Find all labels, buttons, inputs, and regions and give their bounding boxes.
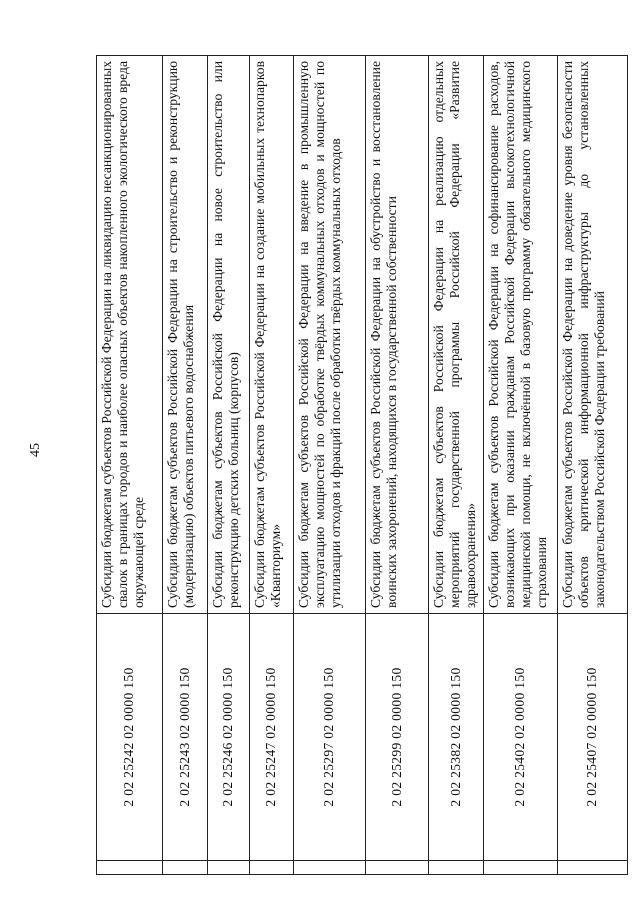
leading-cell — [97, 861, 163, 875]
budget-code: 2 02 25402 02 0000 150 — [484, 614, 558, 861]
table-rotation — [96, 55, 608, 875]
leading-cell — [558, 861, 628, 875]
table-row — [208, 56, 250, 875]
leading-cell — [429, 861, 484, 875]
subsidy-description: Субсидии бюджетам субъектов Российской Федерации на ликвидацию несанкционированных свалок в границах городов и наиболее опасных объектов накопленного экологического вреда окружающей среде — [97, 56, 163, 614]
budget-code: 2 02 25407 02 0000 150 — [558, 614, 628, 861]
budget-code: 2 02 25299 02 0000 150 — [366, 614, 429, 861]
table-row — [558, 56, 628, 875]
leading-cell — [163, 861, 208, 875]
subsidy-description: Субсидии бюджетам субъектов Российской Федерации на реализацию отдельных мероприятий государственной программы Российской Федерации «Развитие здравоохранения» — [429, 56, 484, 614]
table-row — [484, 56, 558, 875]
leading-cell — [208, 861, 250, 875]
table-row — [429, 56, 484, 875]
budget-classification-table — [96, 55, 628, 875]
budget-code: 2 02 25243 02 0000 150 — [163, 614, 208, 861]
budget-code: 2 02 25382 02 0000 150 — [429, 614, 484, 861]
table-row — [366, 56, 429, 875]
budget-code: 2 02 25242 02 0000 150 — [97, 614, 163, 861]
subsidy-description: Субсидии бюджетам субъектов Российской Федерации на софинансирование расходов, возникающих при оказании гражданам Российской Федерации высокотехнологичной медицинской помощи, не включённой в базовую программу обязательного медицинского страхования — [484, 56, 558, 614]
budget-code: 2 02 25246 02 0000 150 — [208, 614, 250, 861]
subsidy-description: Субсидии бюджетам субъектов Российской Федерации на обустройство и восстановление воинских захоронений, находящихся в государственной собственности — [366, 56, 429, 614]
subsidy-description: Субсидии бюджетам субъектов Российской Федерации на доведение уровня безопасности объектов критической информационной инфраструктуры до установленных законодательством Российской Федерации требований — [558, 56, 628, 614]
page-number: 45 — [28, 443, 43, 457]
subsidy-description: Субсидии бюджетам субъектов Российской Федерации на новое строительство или реконструкцию детских больниц (корпусов) — [208, 56, 250, 614]
leading-cell — [294, 861, 366, 875]
subsidy-description: Субсидии бюджетам субъектов Российской Федерации на введение в промышленную эксплуатацию мощностей по обработке твёрдых коммунальных отходов и мощностей по утилизации отходов и фракций после обработки твёрдых коммунальных отходов — [294, 56, 366, 614]
leading-cell — [484, 861, 558, 875]
table-row — [97, 56, 163, 875]
budget-code: 2 02 25247 02 0000 150 — [250, 614, 294, 861]
subsidy-description: Субсидии бюджетам субъектов Российской Федерации на создание мобильных технопарков «Кванториум» — [250, 56, 294, 614]
table-row — [294, 56, 366, 875]
subsidy-description: Субсидии бюджетам субъектов Российской Федерации на строительство и реконструкцию (модернизацию) объектов питьевого водоснабжения — [163, 56, 208, 614]
table-row — [250, 56, 294, 875]
leading-cell — [250, 861, 294, 875]
table-row — [163, 56, 208, 875]
leading-cell — [366, 861, 429, 875]
table-frame — [96, 55, 608, 875]
budget-code: 2 02 25297 02 0000 150 — [294, 614, 366, 861]
